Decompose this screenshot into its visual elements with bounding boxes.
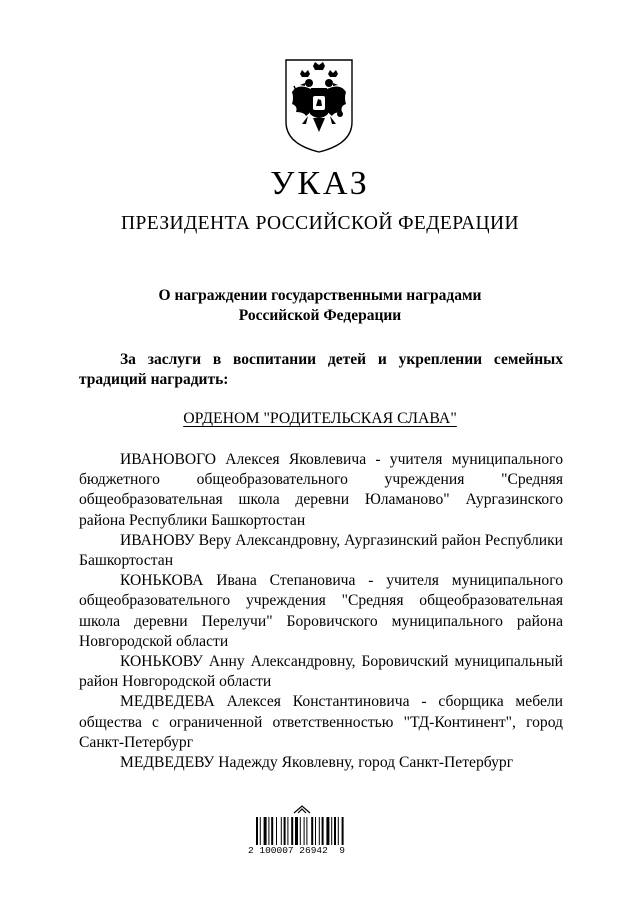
barcode-bar (342, 817, 344, 845)
subject-line-2: Российской Федерации (238, 307, 402, 324)
awardee-entry: КОНЬКОВА Ивана Степановича - учителя муниципального общеобразовательного учреждения "Средняя общеобразовательная школа деревни Перелучи" Боровичского муниципального района Новгородской области (79, 572, 563, 650)
barcode-bar (306, 817, 307, 845)
decree-title: УКАЗ (270, 165, 370, 202)
barcode-bar (331, 817, 332, 845)
barcode-bar (334, 817, 336, 845)
barcode-bar (281, 817, 282, 845)
barcode-bar (287, 817, 288, 845)
barcode-bar (326, 817, 329, 845)
barcode-bar (284, 817, 286, 845)
barcode-bar (276, 817, 277, 845)
barcode-bar (300, 817, 301, 845)
decree-subject (0, 286, 640, 326)
registration-mark-icon (292, 803, 312, 815)
barcode-bar (271, 817, 273, 845)
decree-issuer: ПРЕЗИДЕНТА РОССИЙСКОЙ ФЕДЕРАЦИИ (121, 213, 519, 234)
barcode-bar (268, 817, 269, 845)
barcode-bar (322, 817, 324, 845)
awardee-entry: МЕДВЕДЕВУ Надежду Яковлевну, город Санкт-Петербург (120, 754, 514, 772)
barcode-bar (264, 817, 267, 845)
barcode-bar (304, 817, 305, 845)
awardee-entry: ИВАНОВУ Веру Александровну, Аургазинский район Республики Башкортостан (79, 531, 563, 570)
barcode-bar (311, 817, 313, 845)
barcode-icon (256, 817, 368, 845)
order-heading-text: ОРДЕНОМ "РОДИТЕЛЬСКАЯ СЛАВА" (183, 410, 457, 427)
barcode-bar (260, 817, 261, 845)
order-heading (0, 408, 640, 430)
barcode-bar (319, 817, 320, 845)
awardee-entry: ИВАНОВОГО Алексея Яковлевича - учителя муниципального бюджетного общеобразовательного учреждения "Средняя общеобразовательная школа деревни Юламаново" Аургазинского района Республики Башкортостан (79, 451, 563, 529)
barcode-bar (256, 817, 258, 845)
barcode-bar (291, 817, 293, 845)
document-barcode (248, 803, 388, 863)
awardee-entry: МЕДВЕДЕВА Алексея Константиновича - сборщика мебели общества с ограниченной ответственностью "ТД-Континент", город Санкт-Петербург (79, 693, 563, 751)
barcode-bar (338, 817, 339, 845)
awardee-list (79, 450, 563, 773)
coat-of-arms-icon (280, 52, 358, 156)
barcode-bar (315, 817, 316, 845)
decree-preamble: За заслуги в воспитании детей и укреплении семейных традиций наградить: (79, 351, 563, 388)
barcode-number: 2 100007 26942 9 (248, 845, 345, 856)
barcode-bar (295, 817, 298, 845)
awardee-entry: КОНЬКОВУ Анну Александровну, Боровичский муниципальный район Новгородской области (79, 653, 563, 691)
subject-line-1: О награждении государственными наградами (158, 287, 482, 304)
